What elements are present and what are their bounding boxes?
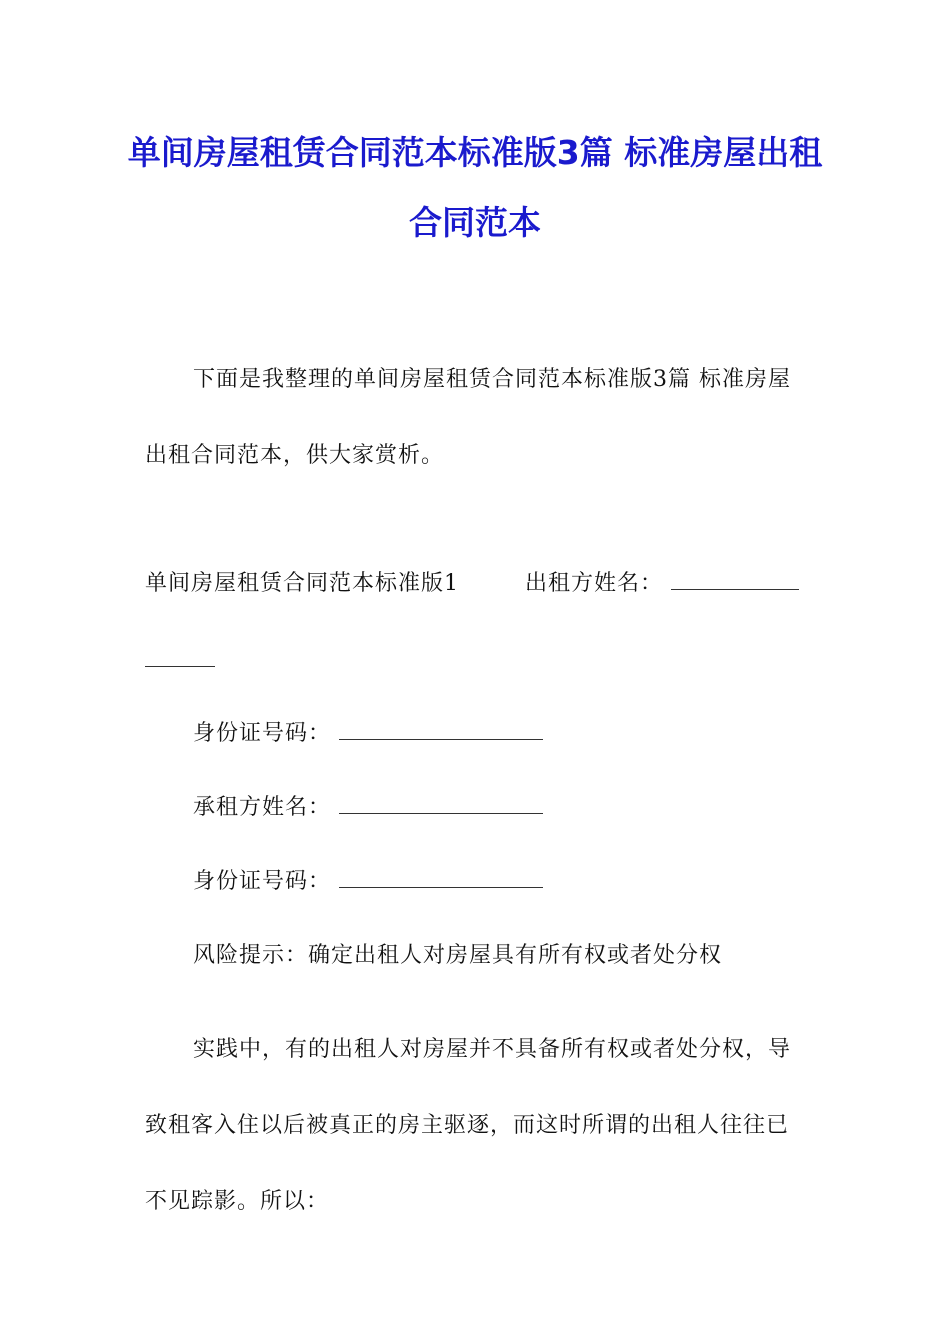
lessor-id-field[interactable] <box>339 717 543 740</box>
lessee-name-label: 承租方姓名： <box>193 795 332 820</box>
lessor-name-label: 出租方姓名： <box>525 571 664 596</box>
lessor-name-field-continued[interactable] <box>145 648 215 667</box>
intro-paragraph: 下面是我整理的单间房屋租赁合同范本标准版3篇 标准房屋出租合同范本，供大家赏析。 <box>145 367 791 468</box>
lessee-id-field[interactable] <box>339 865 543 888</box>
practice-paragraph: 实践中，有的出租人对房屋并不具备所有权或者处分权，导致租客入住以后被真正的房主驱逐，而这时所谓的出租人往往已不见踪影。所以： <box>145 1037 792 1214</box>
lessee-id-row <box>193 864 543 900</box>
lessor-id-label: 身份证号码： <box>193 721 332 746</box>
lessor-id-row <box>193 716 543 752</box>
page-title: 单间房屋租赁合同范本标准版3篇 标准房屋出租合同范本 <box>127 133 823 242</box>
lessee-name-row <box>193 790 543 826</box>
lessee-name-field[interactable] <box>339 791 543 814</box>
lessee-id-label: 身份证号码： <box>193 869 332 894</box>
lessor-name-field[interactable] <box>671 567 799 590</box>
contract-1-heading-row <box>145 566 810 602</box>
contract-1-heading: 单间房屋租赁合同范本标准版1 <box>145 571 459 596</box>
risk-tip: 风险提示：确定出租人对房屋具有所有权或者处分权 <box>193 943 723 968</box>
